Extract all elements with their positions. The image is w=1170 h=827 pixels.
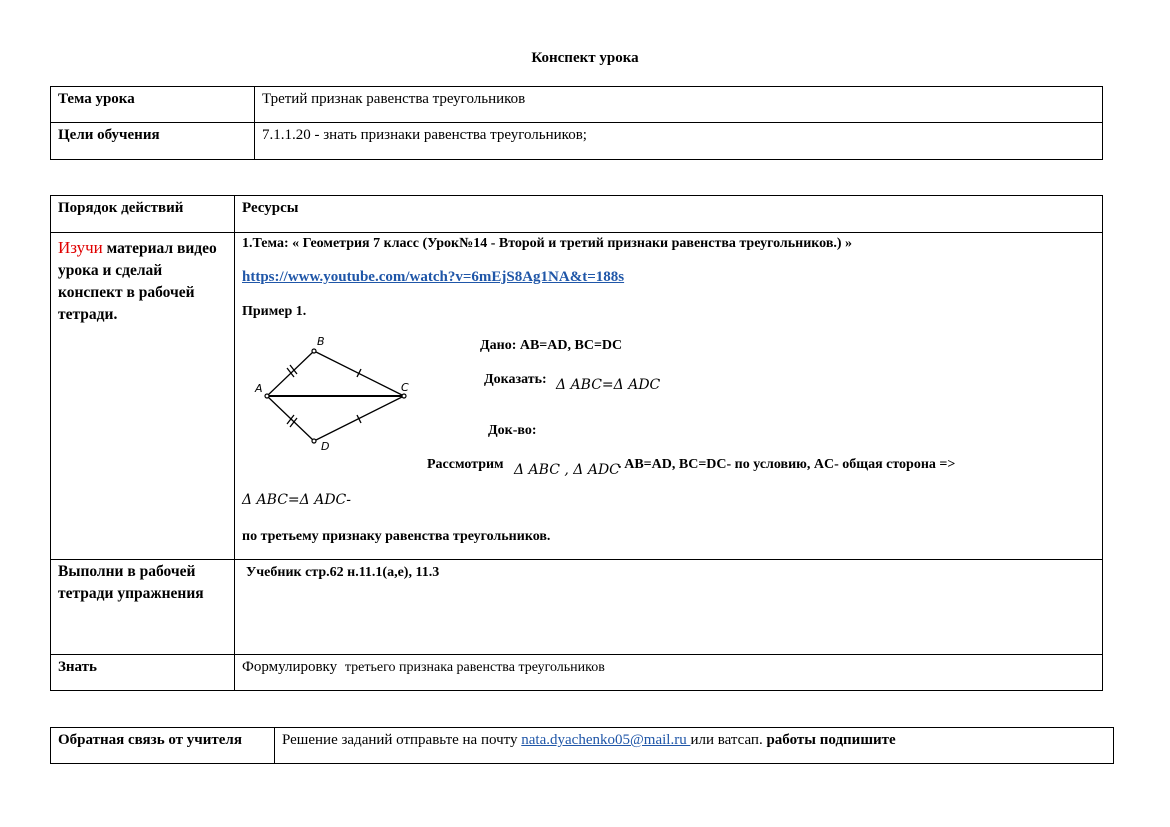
lesson-plan-table (50, 195, 1103, 691)
example-label: Пример 1. (242, 304, 307, 319)
goals-value-cell (255, 123, 1103, 160)
video-topic-line: 1.Тема: « Геометрия 7 класс (Урок№14 - Второй и третий признаки равенства треугольников.) » (242, 236, 853, 251)
study-action-cell (51, 233, 235, 560)
col-header-actions (51, 196, 235, 233)
exercise-action-cell (51, 560, 235, 655)
goals-label: Цели обучения (58, 127, 160, 143)
page-title: Конспект урока (531, 50, 639, 66)
resources-content (235, 233, 1102, 558)
feedback-sign-instruction: работы подпишите (766, 732, 896, 748)
vertex-c-label: C (401, 381, 409, 394)
feedback-text-cell (275, 728, 1114, 764)
goals-label-cell (51, 123, 255, 160)
given-line: Дано: AB=AD, BC=DC (480, 338, 623, 353)
resources-header: Ресурсы (242, 200, 299, 216)
know-action: Знать (58, 659, 97, 675)
quadrilateral-figure (253, 331, 423, 451)
goals-value: 7.1.1.20 - знать признаки равенства треугольников; (262, 127, 587, 143)
feedback-label-cell (51, 728, 275, 764)
actions-header: Порядок действий (58, 200, 184, 216)
topic-label-cell (51, 87, 255, 123)
know-resource-main: Формулировку (242, 659, 338, 675)
video-link[interactable]: https://www.youtube.com/watch?v=6mEjS8Ag1NA&t=188s (242, 269, 625, 285)
exercise-action: Выполни в рабочей тетради упражнения (58, 563, 204, 602)
know-resource-cell (235, 655, 1103, 691)
feedback-text-middle: или ватсап. (690, 732, 767, 748)
consider-conditions: . AB=AD, BC=DC- по условию, AC- общая сторона => (618, 457, 956, 472)
vertex-d-label: D (321, 440, 330, 451)
vertex-a-label: A (255, 382, 263, 395)
topic-value-cell (255, 87, 1103, 123)
consider-label: Рассмотрим (427, 457, 504, 472)
teacher-email-link[interactable]: nata.dyachenko05@mail.ru (521, 732, 691, 748)
col-header-resources (235, 196, 1103, 233)
know-action-cell (51, 655, 235, 691)
prove-label: Доказать: (484, 372, 547, 387)
lesson-info-table (50, 86, 1103, 160)
topic-label: Тема урока (58, 91, 135, 107)
prove-expression: Δ ABC=Δ ADC (556, 377, 661, 393)
conclusion-line: по третьему признаку равенства треугольников. (242, 529, 551, 544)
know-resource-detail: третьего признака равенства треугольников (344, 660, 605, 675)
study-action-text: материал видео урока и сделай конспект в рабочей тетради. (58, 240, 217, 323)
consider-expression: Δ ABC , Δ ADC (514, 462, 620, 478)
vertex-b-label: B (317, 335, 325, 348)
feedback-text-before: Решение заданий отправьте на почту (282, 732, 522, 748)
proof-label: Док-во: (488, 423, 537, 438)
study-resources-cell (235, 233, 1103, 560)
topic-value: Третий признак равенства треугольников (262, 91, 526, 107)
feedback-label: Обратная связь от учителя (58, 732, 242, 748)
study-verb: Изучи (58, 238, 103, 257)
feedback-table (50, 727, 1114, 764)
result-expression: Δ ABC=Δ ADC- (242, 492, 351, 508)
textbook-reference: Учебник стр.62 н.11.1(а,е), 11.3 (246, 565, 440, 580)
exercise-resource-cell (235, 560, 1103, 655)
